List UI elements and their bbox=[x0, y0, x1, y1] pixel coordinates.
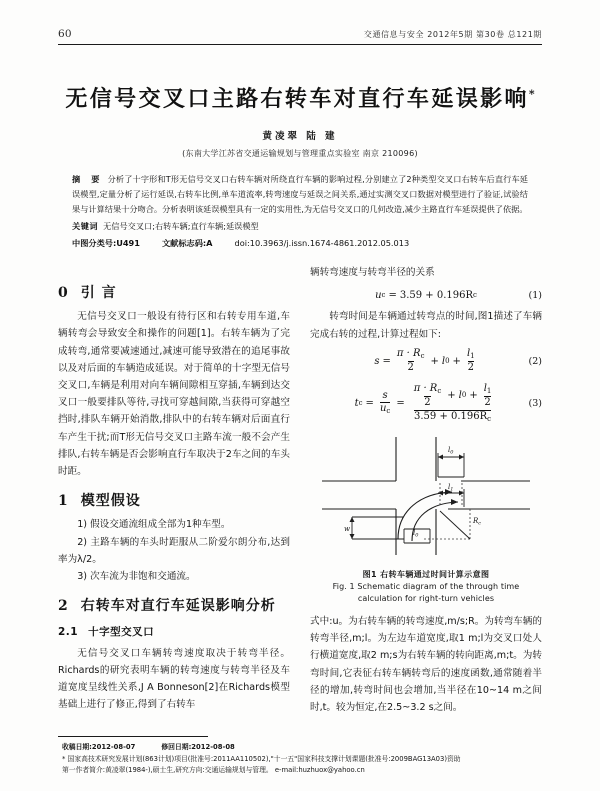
header-rule bbox=[58, 44, 542, 45]
assumption-item-1: 1) 假设交通流组成全部为1种车型。 bbox=[77, 519, 231, 531]
equation-3-lhs-sub: c bbox=[358, 398, 363, 407]
equation-2-fraction-l1 bbox=[467, 349, 475, 374]
doi-text: doi:10.3963/j.issn.1674-4861.2012.05.013 bbox=[234, 237, 410, 248]
section-2-1-number: 2.1 bbox=[58, 626, 79, 639]
section-1-heading bbox=[58, 493, 290, 510]
figure-1-caption-en-line2: calculation for right-turn vehicles bbox=[357, 594, 495, 604]
equation-2-numerator-sub: c bbox=[420, 351, 425, 360]
equation-3-mid-numerator: s bbox=[382, 389, 388, 401]
footnote-block bbox=[62, 742, 542, 777]
section-2-heading bbox=[58, 598, 290, 615]
keywords-label: 关键词 bbox=[72, 220, 99, 231]
equation-3: t c = $\frac{s}{u_c}$ = $\frac{\pi \cdot R_c}{2}$ + l 0 + $\frac{l_1}{2}$ $3.59 + 0.196R_c$ (3) bbox=[354, 382, 542, 423]
equation-3-mid-denominator: u bbox=[379, 403, 387, 415]
clc-number: 中图分类号:U491 bbox=[72, 237, 140, 248]
section-0-title: 引 言 bbox=[80, 285, 117, 301]
equation-2-l1: l bbox=[466, 347, 471, 359]
equation-2-fraction-pi-r bbox=[397, 349, 425, 374]
received-date: 收稿日期:2012-08-07 bbox=[62, 743, 136, 751]
abstract-text: 分析了十字形和T形无信号交叉口右转车辆对所绕直行车辆的影响过程,分别建立了2种类型交叉口右转车后直行车延误模型,定量分析了运行延误,右转车比例,单车道流率,转弯速度与延误之间关系,通过实测交叉口数据对模型进行了验证,试验结果与计算结果十分吻合。分析表明该延误模型具有一定的实用性,为无信号交叉口的几何改造,减少主路直行车延误提供了依据。 bbox=[72, 174, 528, 215]
document-code: 文献标志码:A bbox=[161, 237, 213, 248]
section-2-number: 2 bbox=[58, 598, 69, 615]
article-title-text: 无信号交叉口主路右转车对直行车延误影响 bbox=[65, 86, 529, 112]
title-footnote-marker: * bbox=[528, 87, 535, 101]
journal-issue-line: 交通信息与安全 2012年5期 第30卷 总121期 bbox=[363, 30, 542, 39]
section-0-heading bbox=[58, 285, 290, 302]
equation-2-denominator: 2 bbox=[407, 362, 414, 374]
section-0-paragraph: 无信号交叉口一般设有待行区和右转专用车道,车辆转弯会导致安全和操作的问题[1]。右转车辆为了完成转弯,通常要减速通过,减速可能导致潜在的追尾事故以及对后面的车辆造成延误。对于简单的十字型无信号交叉口,车辆是利用对向车辆间隙相互穿插,车辆到达交叉口一般要排队等待,寻找可穿越间隙,当获得可穿越空挡时,排队车辆开始消散,排队中的右转车辆对后面直行车产生干扰;而T形无信号交叉口主路车流一般不会产生排队,右转车辆是否会影响直行车取决于2车之间的车头时距。 bbox=[58, 311, 290, 478]
equation-3-l1: l bbox=[483, 382, 487, 394]
section-1-number: 1 bbox=[58, 493, 69, 510]
equation-2-l0-sub: 0 bbox=[445, 356, 450, 365]
figure-label-l0-top: $l_0$ bbox=[448, 445, 454, 456]
assumption-item-3: 3) 次车流为非饱和交通流。 bbox=[77, 571, 196, 583]
page-folio-number: 60 bbox=[58, 28, 72, 40]
section-0-number: 0 bbox=[58, 285, 69, 301]
right-column bbox=[310, 264, 542, 716]
footnote-rule bbox=[58, 736, 208, 737]
equation-3-inner-fraction-pi-r bbox=[414, 384, 442, 409]
equation-2-l1-denominator: 2 bbox=[467, 362, 474, 374]
section-1-title: 模型假设 bbox=[80, 493, 141, 510]
equation-3-l0-sub: 0 bbox=[461, 391, 467, 400]
equation-3-big-fraction: $\frac{\pi \cdot R_c}{2}$ + l 0 + $\frac{l_1}{2}$ $3.59 + 0.196R_c$ bbox=[413, 382, 492, 423]
radius-line bbox=[440, 511, 470, 539]
equation-2-numerator: π · R bbox=[396, 347, 421, 359]
equation-3-big-denominator: 3.59 + 0.196R bbox=[414, 410, 488, 422]
notation-paragraph: 式中:u。为右转车辆的转弯速度,m/s;R。为转弯车辆的转弯半径,m;l。为左边车道宽度,取1 m;l为交叉口处人行横道宽度,取2 m;s为右转车辆的转向距离,m;t。为转弯时间,它表征右转车辆转弯后的速度函数,通常随着半径的增加,转弯时间也会增加,当半径在10~14 m之间时,t。较为恒定,在2.5~3.2 s之间。 bbox=[310, 616, 542, 714]
intersection-diagram-svg bbox=[312, 431, 540, 559]
section-2-1-paragraph: 无信号交叉口车辆转弯速度取决于转弯半径。Richards的研究表明车辆的转弯速度与转弯半径及车道宽度呈线性关系,J A Bonneson[2]在Richards模型基础上进行了修正,得到了右转车 bbox=[58, 647, 290, 711]
assumption-item-2: 2) 主路车辆的车头时距服从二阶爱尔朗分布,达到率为λ/2。 bbox=[58, 536, 290, 565]
footnote-funding: * 国家高技术研究发展计划(863计划)项目(批准号:2011AA110502),"十一五"国家科技支撑计划课题(批准号:2009BAG13A03)资助 bbox=[62, 754, 461, 763]
section-2-title: 右转车对直行车延误影响分析 bbox=[80, 598, 276, 615]
abstract-block bbox=[72, 172, 528, 251]
footnote-dates bbox=[62, 742, 542, 754]
article-title bbox=[0, 82, 600, 113]
figure-label-w: w bbox=[344, 524, 350, 533]
equation-1-tag: (1) bbox=[528, 290, 542, 302]
keywords-text: 无信号交叉口;右转车辆;直行车辆;延误模型 bbox=[103, 220, 259, 231]
equation-3-l0: l bbox=[458, 389, 462, 401]
equation-1: u c = 3.59 + 0.196R c (1) bbox=[310, 287, 542, 304]
equation-3-inner-fraction-l1 bbox=[484, 384, 492, 409]
keywords-line bbox=[72, 219, 528, 234]
equation-1-rhs-sub: c bbox=[473, 291, 477, 300]
figure-1-caption-en-line1: Fig. 1 Schematic diagram of the through time bbox=[332, 582, 520, 592]
paragraph-after-equation-1: 转弯时间是车辆通过转弯点的时间,图1描述了车辆完成右转的过程,计算过程如下: bbox=[310, 311, 542, 340]
equation-3-tag: (3) bbox=[528, 397, 542, 409]
equation-2-l1-sub: 1 bbox=[470, 351, 475, 360]
footnote-author-bio: 第一作者简介:黄凌翠(1984-),硕士生,研究方向:交通运输规划与管理。 e-mail:huzhuox@yahoo.cn bbox=[62, 766, 365, 775]
section-2-1-title: 十字型交叉口 bbox=[88, 626, 155, 639]
right-column-lead-text: 辆转弯速度与转弯半径的关系 bbox=[310, 267, 435, 278]
article-authors: 黄凌翠 陆 建 bbox=[262, 131, 338, 142]
equation-1-lhs-sub: c bbox=[381, 291, 386, 300]
equation-3-fraction-s-over-u bbox=[380, 391, 390, 416]
equation-2: s = $\frac{\pi \cdot R_c}{2}$ + l 0 + $\frac{l_1}{2}$ (2) bbox=[374, 347, 542, 374]
figure-1 bbox=[310, 431, 542, 605]
running-head bbox=[58, 28, 542, 40]
classification-line bbox=[72, 236, 528, 251]
figure-label-l1: $l_1$ bbox=[448, 482, 454, 493]
equation-3-inner-numerator-sub: c bbox=[437, 386, 442, 395]
figure-1-caption-cn: 图1 右转车辆通过时间计算示意图 bbox=[362, 570, 490, 580]
figure-1-caption bbox=[310, 569, 542, 605]
equation-2-tag: (2) bbox=[528, 355, 542, 367]
equation-2-l0: l bbox=[441, 355, 446, 367]
section-2-1-heading bbox=[58, 624, 290, 641]
abstract-label: 摘 要 bbox=[72, 174, 104, 184]
equation-3-inner-numerator: π · R bbox=[413, 382, 438, 394]
revised-date: 修回日期:2012-08-08 bbox=[161, 743, 235, 751]
equation-2-lhs: s bbox=[374, 355, 380, 367]
equation-1-rhs: 3.59 + 0.196R bbox=[399, 290, 473, 302]
equation-3-big-denominator-sub: c bbox=[487, 414, 492, 423]
equation-3-l1-denominator: 2 bbox=[484, 397, 491, 408]
equation-3-lhs: t bbox=[354, 397, 359, 409]
figure-label-radius: $R_c$ bbox=[473, 516, 482, 527]
figure-label-l0-bottom: $l_0$ bbox=[413, 528, 419, 539]
left-column bbox=[58, 272, 290, 713]
equation-3-inner-denominator: 2 bbox=[424, 397, 431, 408]
author-affiliation: (东南大学江苏省交通运输规划与管理重点实验室 南京 210096) bbox=[182, 149, 418, 158]
equation-3-mid-denominator-sub: c bbox=[386, 407, 391, 416]
equation-3-l1-sub: 1 bbox=[486, 386, 492, 395]
abstract-paragraph bbox=[72, 172, 528, 218]
equation-1-lhs: u bbox=[375, 290, 382, 302]
